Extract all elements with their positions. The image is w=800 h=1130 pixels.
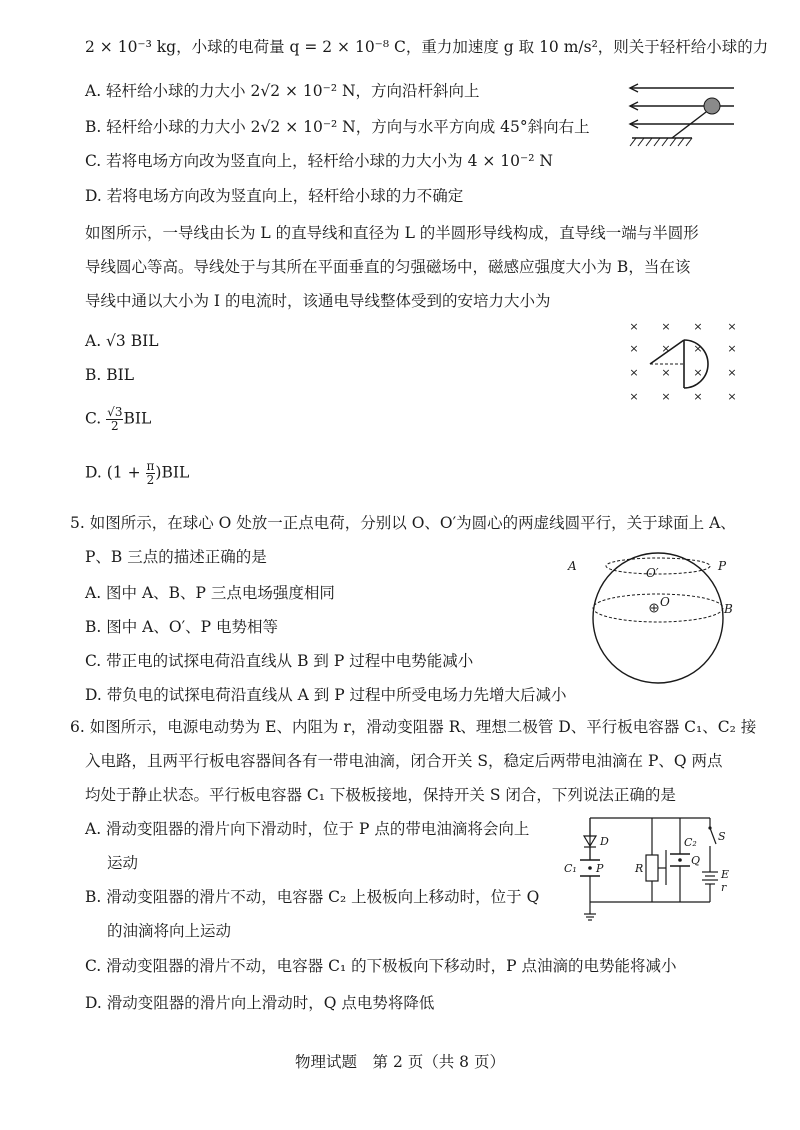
label-p: P — [718, 559, 727, 573]
q5-option-d: D. 带负电的试探电荷沿直线从 A 到 P 过程中所受电场力先增大后减小 — [85, 686, 567, 704]
q6-option-a: A. 滑动变阻器的滑片向下滑动时，位于 P 点的带电油滴将会向上 — [85, 820, 530, 838]
q4-stem-line-1: 如图所示，一导线由长为 L 的直导线和直径为 L 的半圆形导线构成，直导线一端与半圆形 — [85, 224, 699, 242]
q5-stem-line-1: 5. 如图所示，在球心 O 处放一正点电荷，分别以 O、O′为圆心的两虚线圆平行，关于球面上 A、 — [70, 514, 736, 532]
q4-option-c: C. $\frac{√3}{2}$ BIL — [85, 405, 152, 433]
q5-option-b: B. 图中 A、O′、P 电势相等 — [85, 618, 278, 636]
field-cross-0-1: × — [661, 320, 671, 333]
q5-stem-line-2: P、B 三点的描述正确的是 — [85, 548, 267, 566]
field-cross-1-2: × — [693, 342, 703, 355]
field-cross-0-2: × — [693, 320, 703, 333]
label-a: A — [568, 559, 577, 573]
q4-option-d: D. (1 + $\frac{\pi}{2}$ )BIL — [85, 459, 190, 487]
field-cross-0-0: × — [629, 320, 639, 333]
field-cross-2-1: × — [661, 366, 671, 379]
field-cross-3-1: × — [661, 390, 671, 403]
q3-option-d: D. 若将电场方向改为竖直向上，轻杆给小球的力不确定 — [85, 187, 464, 205]
svg-text:R: R — [635, 862, 644, 875]
q4-wire-field-figure — [622, 318, 747, 408]
page-footer: 物理试题 第 2 页（共 8 页） — [295, 1053, 505, 1071]
field-cross-3-3: × — [727, 390, 737, 403]
q5-option-a: A. 图中 A、B、P 三点电场强度相同 — [85, 584, 335, 602]
field-cross-1-3: × — [727, 342, 737, 355]
field-cross-2-2: × — [693, 366, 703, 379]
q4-stem-line-2: 导线圆心等高。导线处于与其所在平面垂直的匀强磁场中，磁感应强度大小为 B，当在该 — [85, 258, 691, 276]
field-cross-3-0: × — [629, 390, 639, 403]
label-o: O — [660, 595, 670, 609]
svg-text:C₁: C₁ — [564, 862, 577, 875]
q6-option-d: D. 滑动变阻器的滑片向上滑动时，Q 点电势将降低 — [85, 994, 435, 1012]
q3-rod-ball-figure — [622, 76, 742, 156]
field-cross-1-1: × — [661, 342, 671, 355]
svg-text:C₂: C₂ — [684, 836, 697, 849]
label-o-prime: O′ — [646, 566, 659, 580]
q3-option-a: A. 轻杆给小球的力大小 2√2 × 10⁻² N，方向沿杆斜向上 — [85, 82, 480, 100]
q6-circuit-figure — [560, 810, 740, 930]
svg-text:D: D — [600, 835, 609, 848]
q4-option-b: B. BIL — [85, 366, 135, 384]
field-cross-0-3: × — [727, 320, 737, 333]
q4-option-d-fraction: $\frac{\pi}{2}$ — [146, 459, 155, 487]
q6-option-c: C. 滑动变阻器的滑片不动，电容器 C₁ 的下极板向下移动时，P 点油滴的电势能将减小 — [85, 957, 677, 975]
label-b: B — [724, 602, 733, 616]
q5-option-c: C. 带正电的试探电荷沿直线从 B 到 P 过程中电势能减小 — [85, 652, 474, 670]
q3-option-c: C. 若将电场方向改为竖直向上，轻杆给小球的力大小为 4 × 10⁻² N — [85, 152, 553, 170]
field-cross-3-2: × — [693, 390, 703, 403]
svg-text:E: E — [721, 868, 730, 881]
q6-stem-line-2: 入电路，且两平行板电容器间各有一带电油滴，闭合开关 S，稳定后两带电油滴在 P、Q 两点 — [85, 752, 723, 770]
q4-option-c-fraction: $\frac{√3}{2}$ — [107, 405, 123, 433]
q6-option-a-cont: 运动 — [107, 854, 139, 872]
q6-option-b-cont: 的油滴将向上运动 — [107, 922, 232, 940]
q6-stem-line-1: 6. 如图所示，电源电动势为 E、内阻为 r，滑动变阻器 R、理想二极管 D、平行板电容器 C₁、C₂ 接 — [70, 718, 757, 736]
q3-option-b: B. 轻杆给小球的力大小 2√2 × 10⁻² N，方向与水平方向成 45°斜向右上 — [85, 118, 590, 136]
q5-sphere-figure — [570, 544, 750, 694]
field-cross-2-3: × — [727, 366, 737, 379]
svg-text:r: r — [721, 881, 727, 894]
svg-text:Q: Q — [691, 854, 701, 867]
svg-text:P: P — [596, 862, 604, 875]
field-cross-1-0: × — [629, 342, 639, 355]
q4-option-a: A. √3 BIL — [85, 332, 159, 350]
q6-stem-line-3: 均处于静止状态。平行板电容器 C₁ 下极板接地，保持开关 S 闭合，下列说法正确的是 — [85, 786, 676, 804]
field-cross-2-0: × — [629, 366, 639, 379]
q6-option-b: B. 滑动变阻器的滑片不动，电容器 C₂ 上极板向上移动时，位于 Q — [85, 888, 540, 906]
svg-text:S: S — [718, 830, 726, 843]
q3-stem-tail: 2 × 10⁻³ kg，小球的电荷量 q = 2 × 10⁻⁸ C，重力加速度 g 取 10 m/s²，则关于轻杆给小球的力 — [85, 38, 769, 56]
q4-stem-line-3: 导线中通以大小为 I 的电流时，该通电导线整体受到的安培力大小为 — [85, 292, 551, 310]
